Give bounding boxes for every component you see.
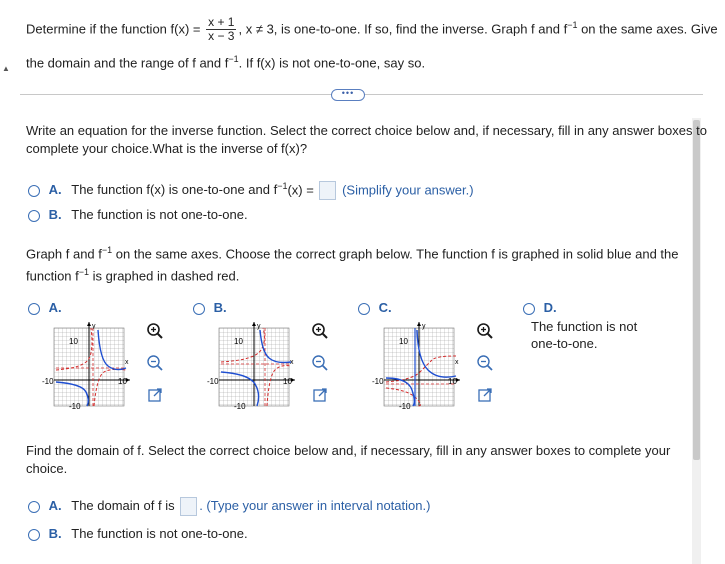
graph-option-c (372, 320, 467, 410)
question-text: on the same axes. Give (577, 21, 718, 37)
y-axis-arrow (252, 322, 256, 326)
y-axis-arrow (417, 322, 421, 326)
graph-option-b-radio-row[interactable] (193, 300, 227, 315)
y-min-label: -10 (234, 402, 246, 410)
graph-option-c-radio-row[interactable] (358, 300, 392, 315)
fraction-numerator: x + 1 (208, 15, 235, 30)
x-min-label: -10 (207, 377, 219, 386)
radio-button[interactable] (28, 185, 40, 197)
graph-option-b (207, 320, 302, 410)
zoom-out-icon[interactable] (146, 354, 164, 375)
option-text: The domain of f is (71, 498, 175, 513)
option-text: The function f(x) is one-to-one and f (71, 182, 278, 198)
y-max-label: 10 (399, 337, 408, 346)
option-text: The function is not one-to-one. (71, 207, 248, 222)
open-new-window-icon[interactable] (146, 386, 164, 407)
zoom-in-icon[interactable] (146, 322, 164, 343)
question-line-2 (26, 50, 425, 72)
open-new-window-icon[interactable] (311, 386, 329, 407)
superscript: −1 (228, 54, 239, 64)
x-axis-label: x (455, 359, 459, 366)
part2-prompt-text: Graph f and f (26, 246, 102, 262)
option-letter: B. (48, 207, 62, 222)
part3-option-a[interactable] (28, 497, 430, 516)
option-text: The function is not (531, 319, 638, 334)
y-axis-label: y (92, 323, 96, 330)
option-letter: A. (48, 498, 62, 513)
part2-prompt (26, 241, 679, 286)
part3-option-b[interactable] (28, 525, 248, 542)
y-min-label: -10 (69, 402, 81, 410)
radio-button[interactable] (28, 529, 40, 541)
question-line-1 (26, 16, 718, 43)
graph-option-a-radio-row[interactable] (28, 300, 62, 315)
fraction (206, 16, 236, 43)
option-letter: B. (48, 526, 62, 541)
part3-prompt (26, 442, 670, 478)
option-text: The function is not one-to-one. (71, 526, 248, 541)
y-min-label: -10 (399, 402, 411, 410)
scrollbar-thumb[interactable] (693, 120, 700, 460)
radio-button[interactable] (193, 303, 205, 315)
superscript: −1 (567, 20, 578, 30)
fraction-denominator: x − 3 (208, 29, 235, 44)
part1-prompt-line: Write an equation for the inverse function. Select the correct choice below and, if necessary, fill in any answer boxes to (26, 123, 707, 138)
part1-option-a[interactable] (28, 178, 474, 200)
part2-prompt-text: function f (26, 268, 79, 284)
x-min-label: -10 (42, 377, 54, 386)
radio-button[interactable] (28, 303, 40, 315)
option-letter: B. (213, 300, 227, 315)
part3-prompt-line: Find the domain of f. Select the correct choice below and, if necessary, fill in any answer boxes to complete your (26, 443, 671, 458)
open-new-window-icon[interactable] (476, 386, 494, 407)
x-min-label: -10 (372, 377, 384, 386)
hint-text: (Simplify your answer.) (342, 182, 474, 198)
x-max-label: 10 (448, 377, 457, 386)
option-text: one-to-one. (531, 336, 598, 351)
radio-button[interactable] (523, 303, 535, 315)
question-text: the domain and the range of f and f (26, 55, 229, 71)
option-letter: C. (378, 300, 392, 315)
part1-prompt-line: complete your choice.What is the inverse of f(x)? (26, 141, 308, 156)
y-max-label: 10 (69, 337, 78, 346)
option-d-text (531, 318, 637, 352)
radio-button[interactable] (358, 303, 370, 315)
collapse-arrow-icon[interactable]: ▲ (2, 64, 10, 73)
question-text: Determine if the function f(x) = (26, 21, 201, 37)
question-text: . If f(x) is not one-to-one, say so. (238, 55, 426, 71)
show-more-button[interactable]: ••• (331, 89, 365, 101)
superscript: −1 (78, 267, 90, 278)
graph-option-a (42, 320, 137, 410)
x-max-label: 10 (118, 377, 127, 386)
zoom-out-icon[interactable] (311, 354, 329, 375)
option-letter: A. (48, 182, 62, 198)
hint-text: . (Type your answer in interval notation.) (199, 498, 431, 513)
radio-button[interactable] (28, 210, 40, 222)
question-text: , x ≠ 3, is one-to-one. If so, find the inverse. Graph f and f (238, 21, 568, 37)
x-max-label: 10 (283, 377, 292, 386)
radio-button[interactable] (28, 501, 40, 513)
inverse-answer-input[interactable] (319, 181, 336, 200)
x-axis-label: x (290, 359, 294, 366)
y-axis-label: y (257, 323, 261, 330)
superscript: −1 (101, 245, 113, 255)
part3-prompt-line: choice. (26, 461, 68, 476)
option-letter: D. (543, 300, 557, 315)
superscript: −1 (277, 181, 288, 191)
x-axis-label: x (125, 359, 129, 366)
zoom-in-icon[interactable] (311, 322, 329, 343)
y-axis-arrow (87, 322, 91, 326)
zoom-out-icon[interactable] (476, 354, 494, 375)
graph-option-d-radio-row[interactable] (523, 300, 557, 315)
option-text: (x) = (287, 182, 314, 198)
y-axis-label: y (422, 323, 426, 330)
part1-prompt (26, 122, 707, 158)
part1-option-b[interactable] (28, 206, 248, 223)
domain-answer-input[interactable] (180, 497, 197, 516)
y-max-label: 10 (234, 337, 243, 346)
part2-prompt-text: is graphed in dashed red. (89, 268, 240, 284)
zoom-in-icon[interactable] (476, 322, 494, 343)
option-letter: A. (48, 300, 62, 315)
part2-prompt-text: on the same axes. Choose the correct graph below. The function f is graphed in solid blue and the (112, 246, 679, 262)
